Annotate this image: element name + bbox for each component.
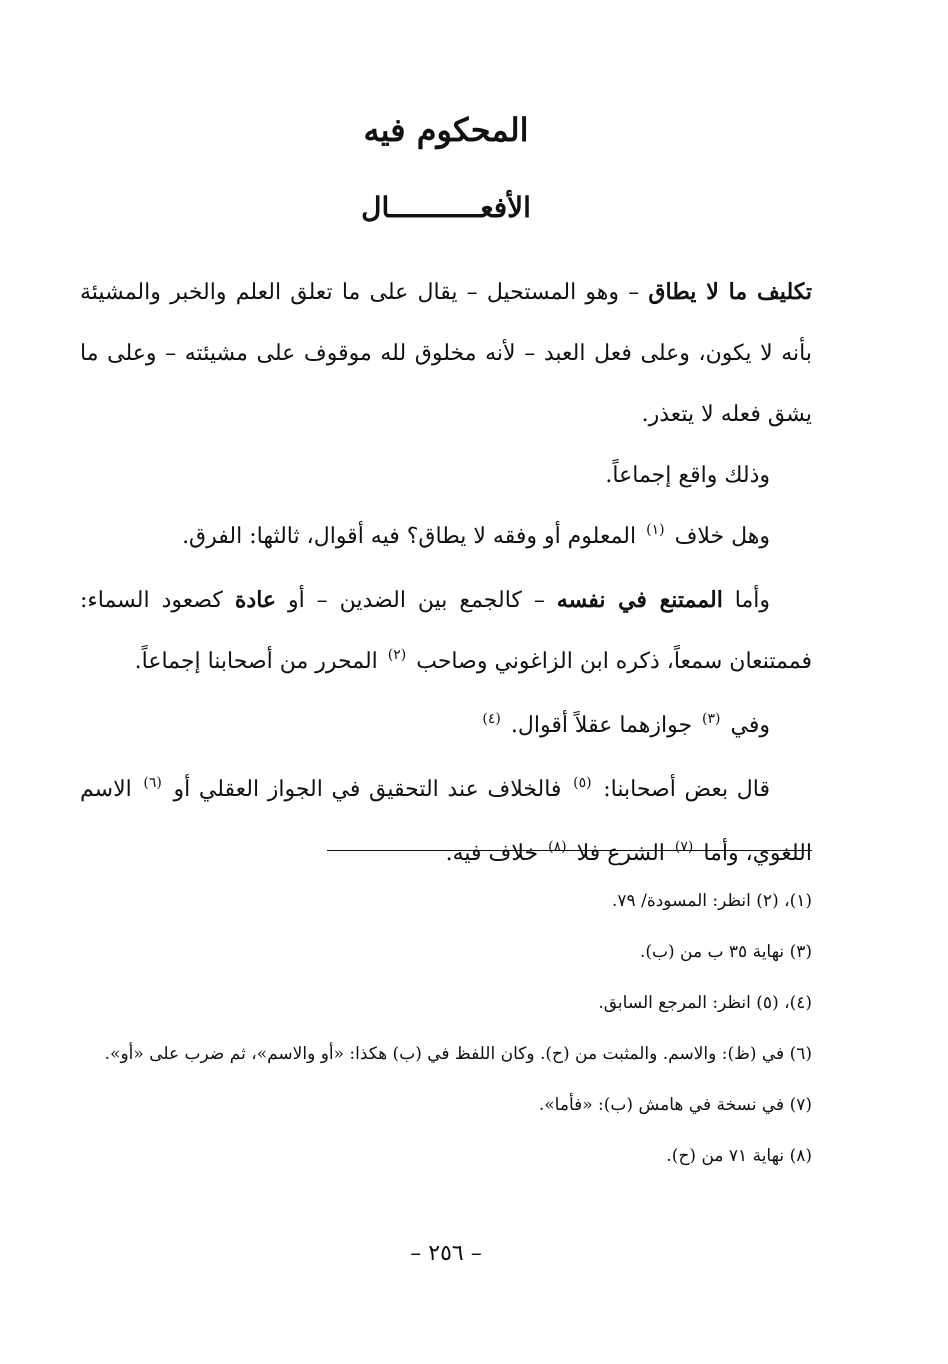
section-title: الأفعـــــــــــال [361, 191, 531, 224]
footnote-8: (٨) نهاية ٧١ من (ح). [666, 1146, 812, 1166]
footnote-ref-8: (٨) [548, 839, 567, 855]
paragraph-6-text-e: خلاف فيه. [445, 841, 539, 866]
paragraph-6-text-d: الشرع فلا [576, 841, 665, 866]
footnote-ref-4: (٤) [482, 711, 501, 727]
footnote-ref-7: (٧) [674, 839, 694, 855]
term-ada: عادة [234, 587, 277, 613]
paragraph-4-text-c: كصعود السماء: فممتنعان سمعاً، ذكره ابن الزاغوني وصاحب [80, 588, 812, 674]
paragraph-3-text-a: وهل خلاف [674, 524, 770, 549]
paragraph-4 [80, 570, 812, 695]
paragraph-6-text-b: فالخلاف عند التحقيق في الجواز العقلي أو [173, 777, 562, 802]
chapter-title: المحكوم فيه [363, 111, 529, 149]
page-number: – ٢٥٦ – [410, 1241, 482, 1266]
footnote-1-2: (١)، (٢) انظر: المسودة/ ٧٩. [612, 891, 812, 911]
paragraph-6-text-a: قال بعض أصحابنا: [603, 777, 770, 802]
paragraph-1 [80, 262, 812, 445]
paragraph-5 [80, 695, 812, 759]
term-taklif: تكليف ما لا يطاق [648, 279, 813, 305]
paragraph-4-text-d: المحرر من أصحابنا إجماعاً. [134, 649, 378, 674]
paragraph-1-text: – وهو المستحيل – يقال على ما تعلق العلم والخبر والمشيئة بأنه لا يكون، وعلى فعل العبد – لأنه مخلوق لله موقوف على مشيئته – وعلى ما يشق فعله لا يتعذر. [80, 280, 812, 427]
paragraph-5-text-b: جوازهما عقلاً أقوال. [510, 713, 693, 738]
footnote-ref-6: (٦) [143, 775, 162, 791]
term-mumtani: الممتنع في نفسه [556, 587, 723, 613]
document-page [80, 0, 812, 1364]
paragraph-3 [80, 506, 812, 570]
footnote-4-5: (٤)، (٥) انظر: المرجع السابق. [598, 993, 812, 1013]
paragraph-4-text-b: – كالجمع بين الضدين – أو [276, 588, 557, 613]
paragraph-6 [80, 759, 812, 887]
footnote-6: (٦) في (ظ): والاسم. والمثبت من (ح). وكان اللفظ في (ب) هكذا: «أو والاسم»، ثم ضرب على «أو». [104, 1044, 812, 1064]
footnote-7: (٧) في نسخة في هامش (ب): «فأما». [538, 1095, 812, 1115]
footnote-ref-3: (٣) [702, 711, 721, 727]
paragraph-6-text-c: الاسم اللغوي، وأما [80, 777, 812, 866]
footnote-3: (٣) نهاية ٣٥ ب من (ب). [639, 942, 812, 962]
footnote-ref-2: (٢) [387, 647, 407, 663]
footnote-ref-5: (٥) [573, 775, 592, 791]
paragraph-3-text-b: المعلوم أو وفقه لا يطاق؟ فيه أقوال، ثالثها: الفرق. [182, 524, 637, 549]
footnote-separator [327, 850, 812, 851]
body-text [80, 262, 812, 887]
footnote-ref-1: (١) [646, 522, 665, 538]
paragraph-5-text-a: وفي [730, 713, 770, 738]
footnotes [80, 876, 812, 1182]
paragraph-4-text-a: وأما [722, 588, 770, 613]
paragraph-2: وذلك واقع إجماعاً. [605, 463, 770, 488]
